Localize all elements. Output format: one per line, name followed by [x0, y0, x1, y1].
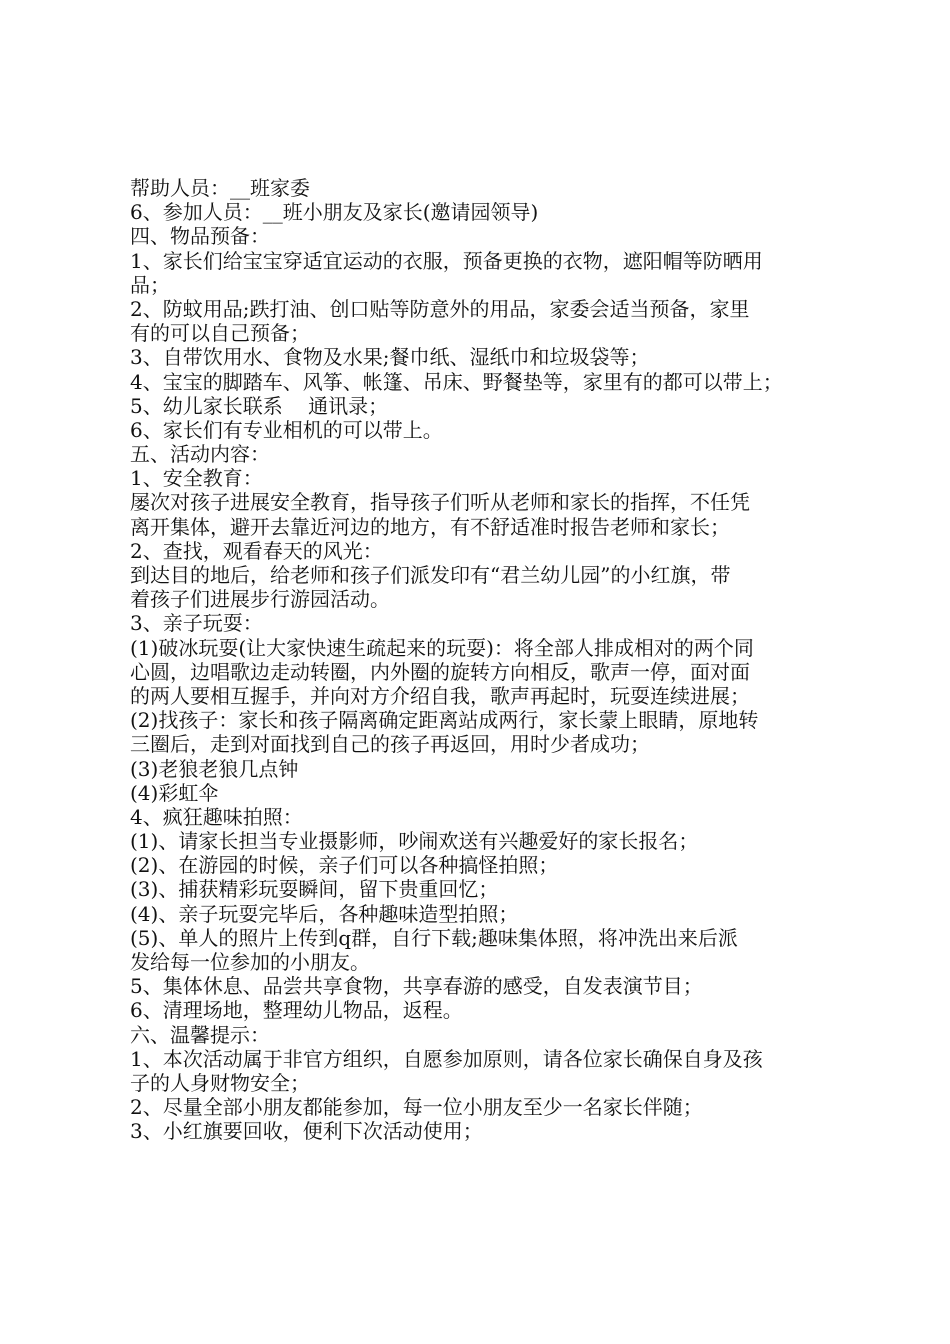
- text-line: 2、防蚊用品;跌打油、创口贴等防意外的用品，家委会适当预备，家里: [130, 296, 750, 321]
- text-line: 着孩子们进展步行游园活动。: [130, 587, 390, 612]
- text-line: 6、参加人员：__班小朋友及家长(邀请园领导): [130, 200, 539, 225]
- text-line: 1、家长们给宝宝穿适宜运动的衣服，预备更换的衣物，遮阳帽等防晒用: [130, 248, 763, 273]
- section-heading: 四、物品预备：: [130, 224, 270, 249]
- text-line: 有的可以自己预备；: [130, 321, 310, 346]
- subsection-heading: 1、安全教育：: [130, 466, 263, 491]
- text-line: 的两人要相互握手，并向对方介绍自我，歌声再起时，玩耍连续进展；: [130, 683, 750, 708]
- text-line: (1)破冰玩耍(让大家快速生疏起来的玩耍)：将全部人排成相对的两个同: [130, 635, 754, 660]
- subsection-heading: 4、疯狂趣味拍照：: [130, 804, 303, 829]
- text-line: (3)老狼老狼几点钟: [130, 756, 299, 781]
- text-line: 离开集体，避开去靠近河边的地方，有不舒适准时报告老师和家长；: [130, 514, 730, 539]
- subsection-heading: 3、亲子玩耍：: [130, 611, 263, 636]
- text-line: (3)、捕获精彩玩耍瞬间，留下贵重回忆；: [130, 877, 499, 902]
- text-line: (2)找孩子：家长和孩子隔离确定距离站成两行，家长蒙上眼睛，原地转: [130, 708, 759, 733]
- text-line: 1、本次活动属于非官方组织，自愿参加原则，请各位家长确保自身及孩: [130, 1046, 763, 1071]
- text-line: 心圆，边唱歌边走动转圈，内外圈的旋转方向相反，歌声一停，面对面: [130, 659, 750, 684]
- text-line: 2、尽量全部小朋友都能参加，每一位小朋友至少一名家长伴随；: [130, 1095, 703, 1120]
- text-line: (2)、在游园的时候，亲子们可以各种搞怪拍照；: [130, 853, 559, 878]
- text-line: (5)、单人的照片上传到q群，自行下载;趣味集体照，将冲洗出来后派: [130, 925, 738, 950]
- text-line: 到达目的地后，给老师和孩子们派发印有“君兰幼儿园”的小红旗，带: [130, 563, 731, 587]
- text-line: 6、清理场地，整理幼儿物品，返程。: [130, 998, 463, 1023]
- text-line: 3、自带饮用水、食物及水果;餐巾纸、湿纸巾和垃圾袋等；: [130, 345, 650, 370]
- text-line: 发给每一位参加的小朋友。: [130, 950, 370, 974]
- text-line: 5、集体休息、品尝共享食物，共享春游的感受，自发表演节目；: [130, 974, 703, 999]
- text-line: 帮助人员：__班家委: [130, 176, 310, 200]
- document-body: [130, 176, 842, 1144]
- text-line: 6、家长们有专业相机的可以带上。: [130, 417, 443, 442]
- text-line: (1)、请家长担当专业摄影师，吵闹欢送有兴趣爱好的家长报名；: [130, 829, 699, 854]
- section-heading: 六、温馨提示：: [130, 1022, 270, 1047]
- text-line: 3、小红旗要回收，便利下次活动使用；: [130, 1119, 483, 1144]
- text-line: 5、幼儿家长联系 通讯录；: [130, 393, 389, 418]
- section-heading: 五、活动内容：: [130, 442, 270, 467]
- text-line: 屡次对孩子进展安全教育，指导孩子们听从老师和家长的指挥，不任凭: [130, 490, 750, 515]
- subsection-heading: 2、查找，观看春天的风光：: [130, 538, 383, 563]
- text-line: 子的人身财物安全；: [130, 1070, 310, 1095]
- text-line: 品；: [130, 272, 170, 297]
- text-line: 三圈后，走到对面找到自己的孩子再返回，用时少者成功；: [130, 732, 650, 757]
- text-line: 4、宝宝的脚踏车、风筝、帐篷、吊床、野餐垫等，家里有的都可以带上；: [130, 369, 783, 394]
- text-line: (4)、亲子玩耍完毕后，各种趣味造型拍照；: [130, 901, 519, 926]
- text-line: (4)彩虹伞: [130, 780, 219, 805]
